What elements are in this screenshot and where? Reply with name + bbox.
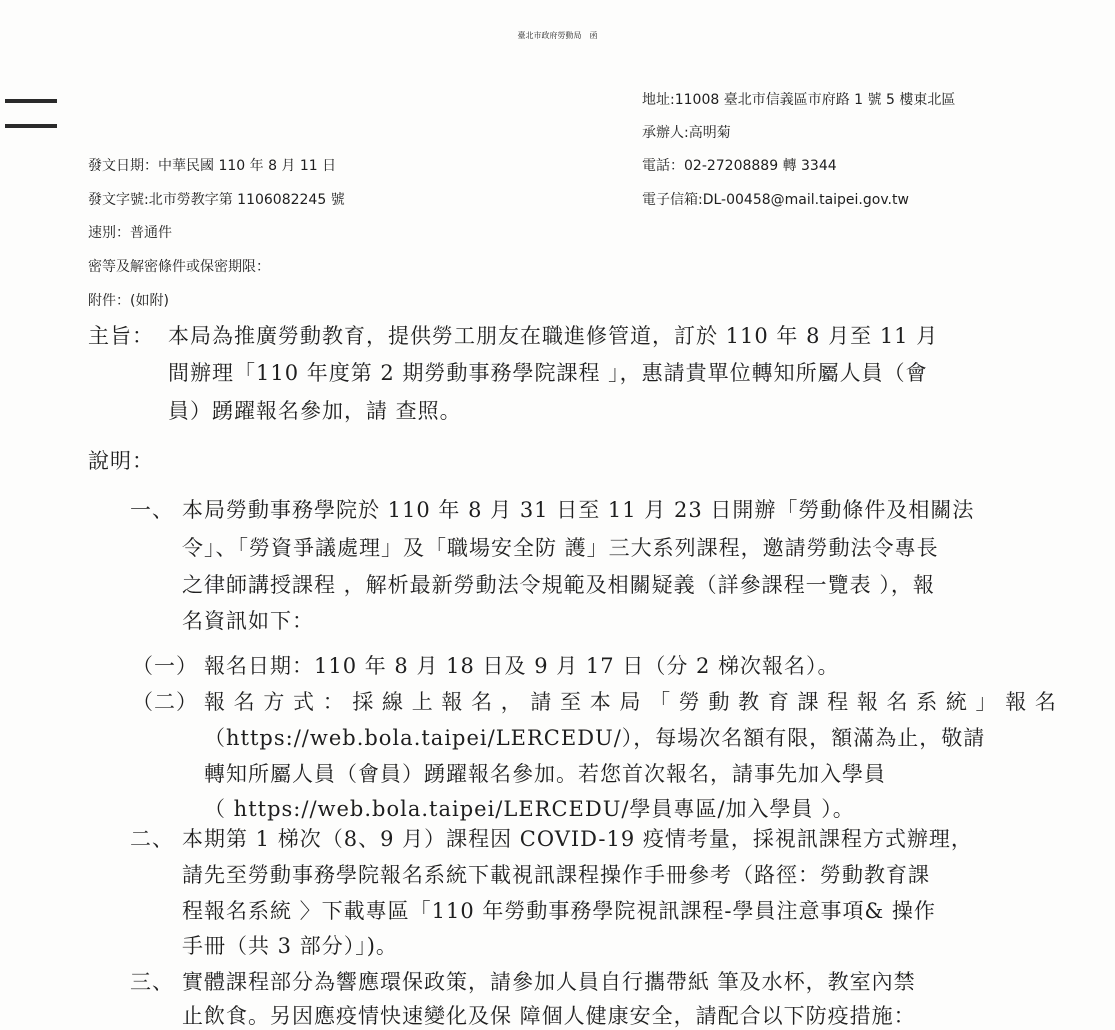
sub-item-1-number: （一） [132,654,198,678]
item-2-line: 請先至勞動事務學院報名系統下載視訊課程操作手冊參考（路徑：勞動教育課 [182,863,930,887]
item-2-line: 程報名系統 〉下載專區「110 年勞動事務學院視訊課程-學員注意事項& 操作 [182,899,936,923]
subject-line: 員）踴躍報名參加，請 查照。 [168,399,462,423]
item-1-line: 令」、「勞資爭議處理」及「職場安全防 護」三大系列課程，邀請勞動法令專長 [182,536,939,560]
sub-item-1-line: 報名日期：110 年 8 月 18 日及 9 月 17 日（分 2 梯次報名）。 [204,654,840,678]
item-1-line: 之律師講授課程 ，解析最新勞動法令規範及相關疑義（詳參課程一覽表 ），報 [182,573,935,597]
item-2-line: 本期第 1 梯次（8、9 月）課程因 COVID-19 疫情考量，採視訊課程方式辦理， [182,827,973,851]
sub-item-2-line: （ https://web.bola.taipei/LERCEDU/學員專區/加入學員 ）。 [204,797,855,821]
document-title: 臺北市政府勞動局 函 [517,31,598,40]
sub-item-2-line: （https://web.bola.taipei/LERCEDU/），每場次名額有限，額滿為止，敬請 [204,726,986,750]
item-1-number: 一、 [130,498,174,522]
item-3-number: 三、 [130,970,174,994]
subject-line: 本局為推廣勞動教育，提供勞工朋友在職進修管道，訂於 110 年 8 月至 11 月 [168,324,939,348]
contact-person: 承辦人:高明菊 [642,125,731,141]
punch-mark-top [5,99,57,103]
delivery-speed: 速別：普通件 [88,225,172,241]
sub-item-2-number: （二） [132,690,198,714]
issue-date: 發文日期：中華民國 110 年 8 月 11 日 [88,158,337,174]
item-1-line: 名資訊如下： [182,609,314,633]
email: 電子信箱:DL-00458@mail.taipei.gov.tw [642,192,909,208]
explanation-label: 說明： [88,449,154,473]
item-3-line: 實體課程部分為響應環保政策，請參加人員自行攜帶紙 筆及水杯，教室內禁 [182,970,916,994]
punch-mark-bottom [5,124,57,128]
sub-item-2-line: 報 名 方 式 ： 採 線 上 報 名 ， 請 至 本 局 「 勞 動 教 育 課 程 報 名 系 統 」 報 名 [204,690,1057,714]
security-level: 密等及解密條件或保密期限： [88,259,270,275]
document-number: 發文字號:北市勞教字第 1106082245 號 [88,192,345,208]
subject-line: 間辦理「110 年度第 2 期勞動事務學院課程 」，惠請貴單位轉知所屬人員（會 [168,361,928,385]
subject-label: 主旨： [88,324,154,348]
sub-item-2-line: 轉知所屬人員（會員）踴躍報名參加。若您首次報名，請事先加入學員 [204,762,886,786]
attachment: 附件：(如附) [88,293,169,309]
item-1-line: 本局勞動事務學院於 110 年 8 月 31 日至 11 月 23 日開辦「勞動條件及相關法 [182,498,975,522]
item-3-line: 止飲食。另因應疫情快速變化及保 障個人健康安全，請配合以下防疫措施： [182,1004,916,1028]
address: 地址:11008 臺北市信義區市府路 1 號 5 樓東北區 [642,92,956,108]
item-2-line: 手冊（共 3 部分）」)。 [182,934,398,958]
phone: 電話：02-27208889 轉 3344 [642,158,837,174]
item-2-number: 二、 [130,827,174,851]
